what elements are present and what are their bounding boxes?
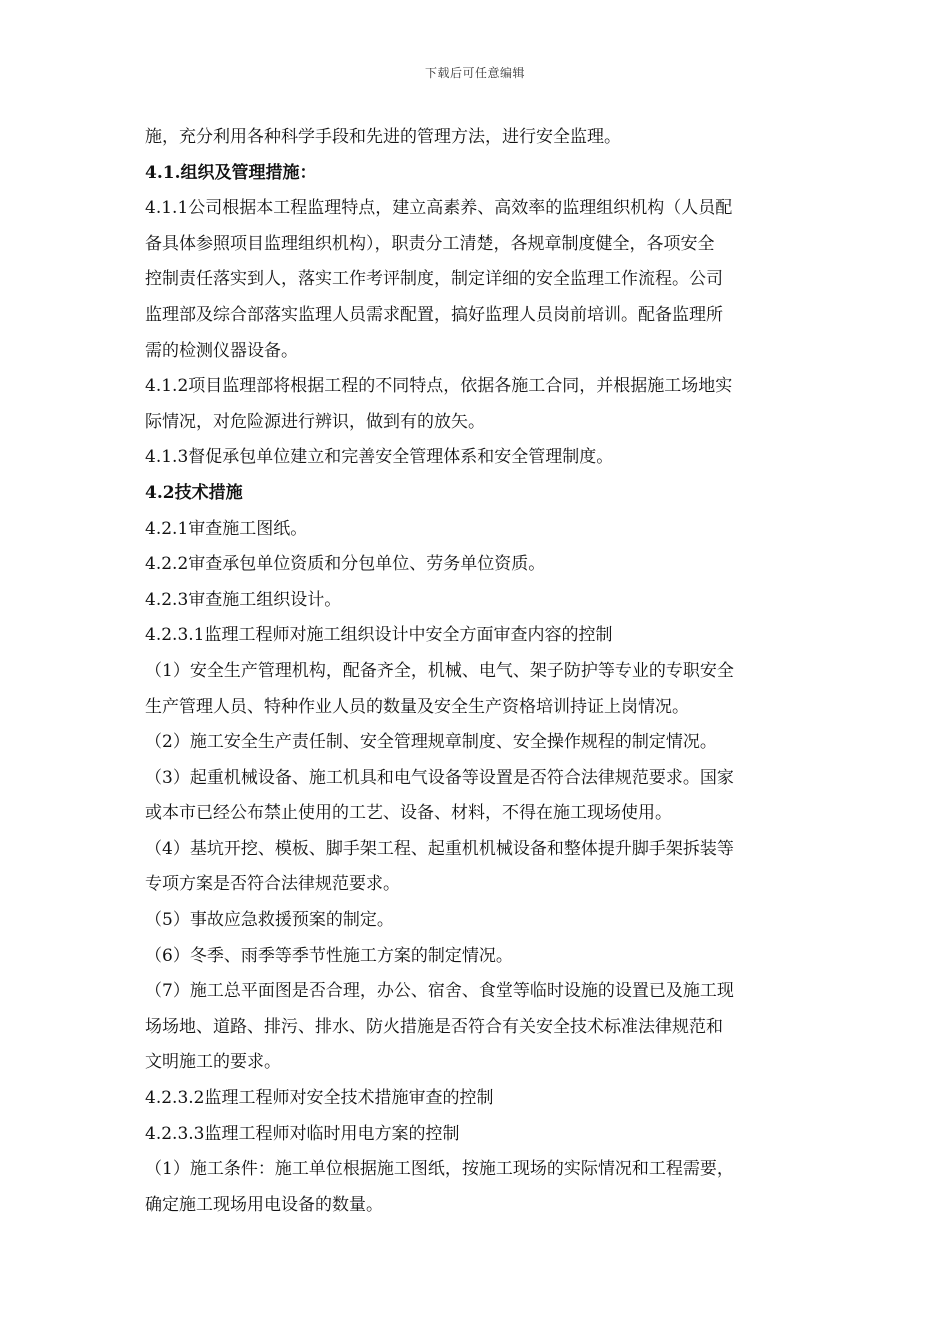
paragraph-line: （3）起重机械设备、施工机具和电气设备等设置是否符合法律规范要求。国家 [145, 767, 734, 788]
paragraph-line: 4.2.3.1监理工程师对施工组织设计中安全方面审查内容的控制 [145, 625, 613, 646]
paragraph-line: （6）冬季、雨季等季节性施工方案的制定情况。 [145, 945, 513, 966]
paragraph-line: 4.1.2项目监理部将根据工程的不同特点，依据各施工合同，并根据施工场地实 [145, 376, 733, 397]
paragraph-line: 4.2.3.2监理工程师对安全技术措施审查的控制 [145, 1088, 494, 1109]
paragraph-line: （1）安全生产管理机构，配备齐全，机械、电气、架子防护等专业的专职安全 [145, 660, 734, 681]
paragraph-line: （5）事故应急救援预案的制定。 [145, 910, 394, 931]
paragraph-line: 确定施工现场用电设备的数量。 [145, 1194, 383, 1215]
page-header: 下载后可任意编辑 [424, 66, 525, 80]
paragraph-line: 需的检测仪器设备。 [145, 340, 298, 361]
paragraph-line: 监理部及综合部落实监理人员需求配置，搞好监理人员岗前培训。配备监理所 [145, 304, 723, 325]
paragraph-line: （4）基坑开挖、模板、脚手架工程、起重机机械设备和整体提升脚手架拆装等 [145, 838, 734, 859]
paragraph-line: （2）施工安全生产责任制、安全管理规章制度、安全操作规程的制定情况。 [145, 732, 717, 753]
paragraph-line: 4.2.2审查承包单位资质和分包单位、劳务单位资质。 [145, 554, 546, 575]
paragraph-line: 生产管理人员、特种作业人员的数量及安全生产资格培训持证上岗情况。 [145, 696, 689, 717]
paragraph-line: （1）施工条件：施工单位根据施工图纸，按施工现场的实际情况和工程需要， [145, 1159, 734, 1180]
paragraph-line: 4.2.3审查施工组织设计。 [145, 589, 342, 610]
paragraph-line: 文明施工的要求。 [145, 1052, 281, 1073]
section-heading: 4.2技术措施 [145, 482, 243, 503]
paragraph-line: 4.1.1公司根据本工程监理特点，建立高素养、高效率的监理组织机构（人员配 [145, 198, 733, 219]
paragraph-line: 备具体参照项目监理组织机构），职责分工清楚，各规章制度健全，各项安全 [145, 233, 715, 254]
paragraph-line: 场场地、道路、排污、排水、防火措施是否符合有关安全技术标准法律规范和 [145, 1016, 723, 1037]
paragraph-line: 际情况，对危险源进行辨识，做到有的放矢。 [145, 411, 485, 432]
paragraph-line: 4.2.3.3监理工程师对临时用电方案的控制 [145, 1123, 460, 1144]
paragraph-line: 专项方案是否符合法律规范要求。 [145, 874, 400, 895]
paragraph-line: 4.1.3督促承包单位建立和完善安全管理体系和安全管理制度。 [145, 447, 614, 468]
paragraph-line: 或本市已经公布禁止使用的工艺、设备、材料，不得在施工现场使用。 [145, 803, 672, 824]
paragraph-line: 控制责任落实到人，落实工作考评制度，制定详细的安全监理工作流程。公司 [145, 269, 723, 290]
paragraph-line: 施，充分利用各种科学手段和先进的管理方法，进行安全监理。 [145, 127, 621, 147]
section-heading: 4.1.组织及管理措施： [145, 162, 317, 183]
document-body [145, 120, 815, 1223]
paragraph-line: （7）施工总平面图是否合理，办公、宿舍、食堂等临时设施的设置已及施工现 [145, 981, 734, 1002]
paragraph-line: 4.2.1审查施工图纸。 [145, 518, 308, 539]
